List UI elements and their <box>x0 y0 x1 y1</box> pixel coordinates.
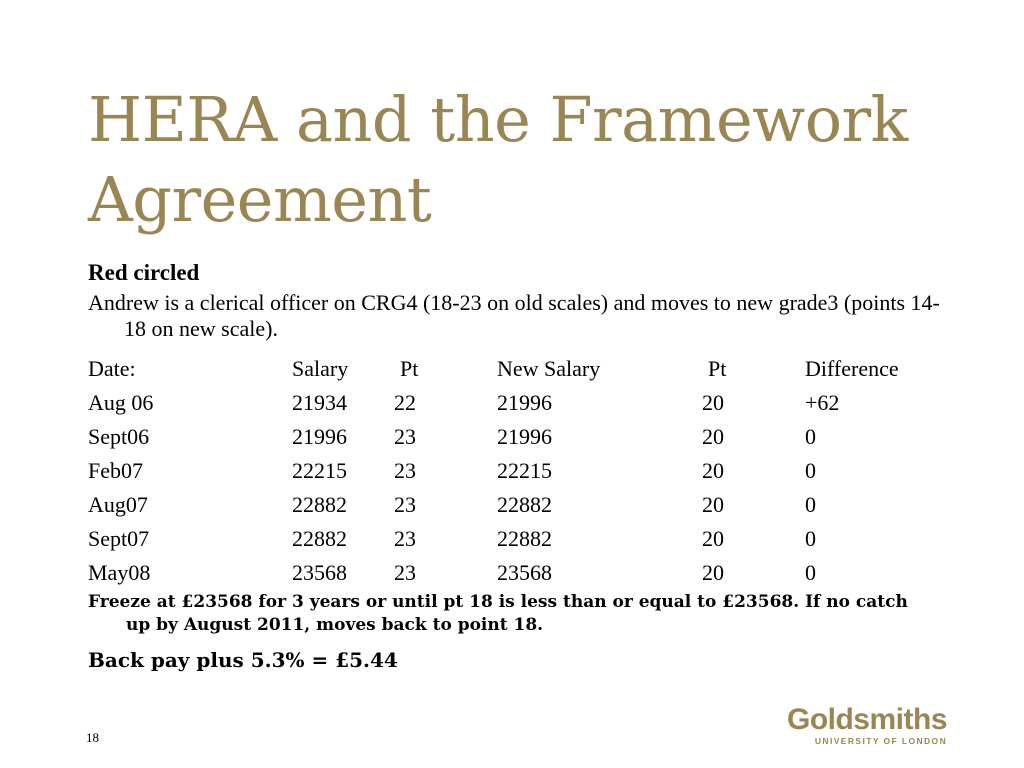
header-difference: Difference <box>805 356 899 381</box>
cell-pt: 23 <box>394 492 416 517</box>
cell-new-pt: 20 <box>702 560 724 585</box>
cell-difference: 0 <box>805 526 816 551</box>
cell-salary: 22215 <box>292 458 347 483</box>
cell-new-pt: 20 <box>702 492 724 517</box>
cell-new-salary: 22215 <box>497 458 552 483</box>
cell-difference: 0 <box>805 560 816 585</box>
header-salary: Salary <box>292 356 349 381</box>
header-new-pt: Pt <box>708 356 727 381</box>
cell-difference: +62 <box>805 390 840 415</box>
freeze-note: Freeze at £23568 for 3 years or until pt 18 is less than or equal to £23568. If no catch up by August 2011, moves back to point 18. <box>88 592 908 635</box>
subheading: Red circled <box>88 260 200 285</box>
cell-salary: 21996 <box>292 424 347 449</box>
cell-date: May08 <box>88 560 151 585</box>
cell-date: Feb07 <box>88 458 143 483</box>
page-number: 18 <box>86 730 99 745</box>
title-line-2: Agreement <box>88 163 432 236</box>
table-row <box>88 386 928 420</box>
cell-new-salary: 23568 <box>497 560 552 585</box>
table-row <box>88 488 928 522</box>
cell-difference: 0 <box>805 458 816 483</box>
cell-new-salary: 22882 <box>497 492 552 517</box>
cell-salary: 22882 <box>292 492 347 517</box>
header-new-salary: New Salary <box>497 356 601 381</box>
cell-new-pt: 20 <box>702 458 724 483</box>
logo-wordmark: Goldsmiths <box>786 703 947 736</box>
cell-difference: 0 <box>805 492 816 517</box>
cell-pt: 23 <box>394 526 416 551</box>
table-row <box>88 556 928 590</box>
header-pt: Pt <box>400 356 419 381</box>
cell-pt: 23 <box>394 424 416 449</box>
salary-table <box>88 352 928 590</box>
slide-title <box>88 80 988 240</box>
table-row <box>88 522 928 556</box>
cell-new-salary: 22882 <box>497 526 552 551</box>
cell-new-pt: 20 <box>702 390 724 415</box>
cell-new-pt: 20 <box>702 526 724 551</box>
backpay-note: Back pay plus 5.3% = £5.44 <box>88 648 398 672</box>
cell-pt: 23 <box>394 560 416 585</box>
cell-salary: 21934 <box>292 390 347 415</box>
slide-body <box>88 256 948 342</box>
logo-subtitle: UNIVERSITY OF LONDON <box>814 736 948 746</box>
cell-pt: 22 <box>394 390 416 415</box>
cell-salary: 22882 <box>292 526 347 551</box>
cell-pt: 23 <box>394 458 416 483</box>
header-date: Date: <box>88 356 136 381</box>
table-header-row <box>88 352 928 386</box>
cell-date: Sept07 <box>88 526 150 551</box>
intro-paragraph: Andrew is a clerical officer on CRG4 (18-23 on old scales) and moves to new grade3 (points 14-18 on new scale). <box>88 290 940 341</box>
goldsmiths-logo <box>784 704 950 746</box>
cell-date: Aug 06 <box>88 390 154 415</box>
cell-date: Sept06 <box>88 424 150 449</box>
cell-new-salary: 21996 <box>497 390 552 415</box>
cell-difference: 0 <box>805 424 816 449</box>
cell-salary: 23568 <box>292 560 347 585</box>
table-row <box>88 420 928 454</box>
cell-new-pt: 20 <box>702 424 724 449</box>
table-row <box>88 454 928 488</box>
cell-date: Aug07 <box>88 492 148 517</box>
cell-new-salary: 21996 <box>497 424 552 449</box>
title-line-1: HERA and the Framework <box>88 83 908 156</box>
